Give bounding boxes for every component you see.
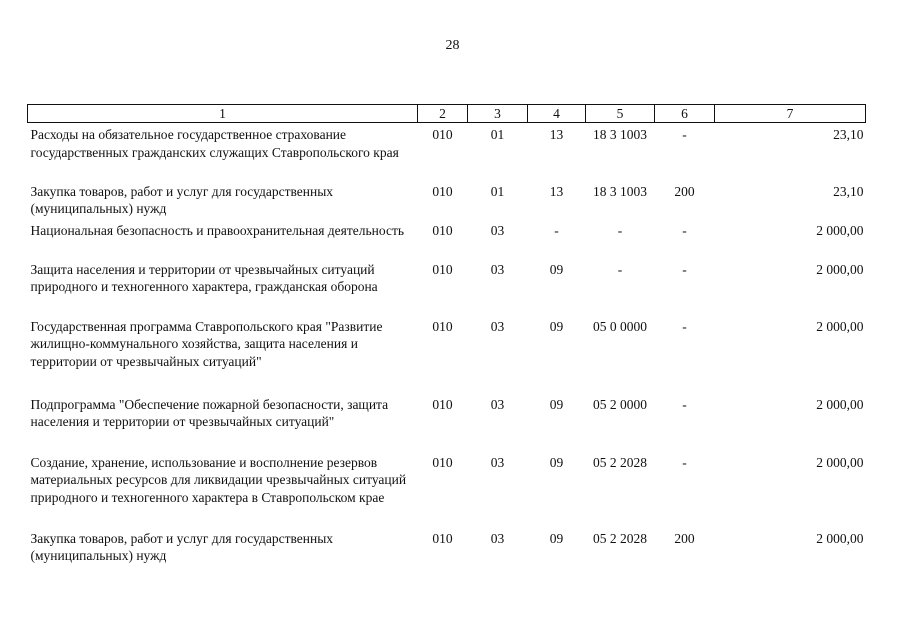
row-sum: 2 000,00 [816,530,864,546]
row-section: 03 [490,530,505,546]
row-target: 05 2 2028 [593,530,647,546]
row-subsection: 09 [549,318,564,334]
row-expense-type: 200 [674,183,695,199]
header-col-4: 4 [528,105,586,123]
row-name: Создание, хранение, использование и восполнение резервов материальных ресурсов для ликвидации чрезвычайных ситуаций природного и техногенного характера в Ставропольском крае [30,454,407,505]
row-ministry-code: 010 [432,530,453,546]
table-row [28,451,866,527]
header-col-7: 7 [715,105,866,123]
row-name: Подпрограмма "Обеспечение пожарной безопасности, защита населения и территории от чрезвычайных ситуаций" [30,396,389,429]
row-ministry-code: 010 [432,261,453,277]
row-ministry-code: 010 [432,127,453,142]
row-expense-type: - [682,222,687,238]
row-section: 03 [490,396,505,412]
header-col-3: 3 [468,105,528,123]
table-row [28,527,866,566]
row-section: 03 [490,454,505,470]
row-section: 01 [490,183,505,199]
row-name: Защита населения и территории от чрезвычайных ситуаций природного и техногенного характера, гражданская оборона [30,261,378,294]
row-target: - [617,222,623,238]
row-expense-type: 200 [674,530,695,546]
table-row [28,180,866,219]
row-name: Закупка товаров, работ и услуг для государственных (муниципальных) нужд [30,530,334,563]
row-target: 18 3 1003 [593,183,647,199]
row-ministry-code: 010 [432,222,453,238]
header-col-1: 1 [28,105,418,123]
row-expense-type: - [682,396,687,412]
row-ministry-code: 010 [432,318,453,334]
row-ministry-code: 010 [432,183,453,199]
row-sum: 2 000,00 [816,396,864,412]
row-expense-type: - [682,318,687,334]
table-row [28,315,866,393]
row-subsection: 09 [549,396,564,412]
row-subsection: 09 [549,261,564,277]
budget-table [27,104,866,566]
table-row [28,219,866,258]
row-sum: 2 000,00 [816,454,864,470]
row-expense-type: - [682,261,687,277]
row-ministry-code: 010 [432,454,453,470]
row-subsection: 09 [549,454,564,470]
row-sum: 23,10 [833,127,864,142]
row-name: Государственная программа Ставропольского края "Развитие жилищно-коммунального хозяйства, защита населения и территории от чрезвычайных ситуаций" [30,318,383,369]
row-section: 03 [490,222,505,238]
row-subsection: - [554,222,559,238]
page-number: 28 [445,38,460,53]
row-name: Расходы на обязательное государственное страхование государственных гражданских служащих Ставропольского края [30,127,399,160]
row-subsection: 09 [549,530,564,546]
row-section: 03 [490,318,505,334]
table-row [28,123,866,180]
table-row [28,393,866,451]
row-ministry-code: 010 [432,396,453,412]
row-sum: 2 000,00 [816,318,864,334]
row-sum: 2 000,00 [816,261,864,277]
table-row [28,258,866,315]
row-section: 01 [490,127,505,142]
row-subsection: 13 [549,127,564,142]
row-sum: 23,10 [833,183,864,199]
header-col-6: 6 [655,105,715,123]
header-row [28,105,866,123]
row-sum: 2 000,00 [816,222,864,238]
row-target: 18 3 1003 [593,127,647,142]
row-expense-type: - [682,127,687,142]
header-col-5: 5 [586,105,655,123]
header-col-2: 2 [418,105,468,123]
row-expense-type: - [682,454,687,470]
row-subsection: 13 [549,183,564,199]
row-target: 05 2 0000 [593,396,647,412]
row-target: 05 2 2028 [593,454,647,470]
row-section: 03 [490,261,505,277]
row-target: - [617,261,623,277]
row-target: 05 0 0000 [593,318,647,334]
row-name: Закупка товаров, работ и услуг для государственных (муниципальных) нужд [30,183,334,216]
row-name: Национальная безопасность и правоохранительная деятельность [30,222,405,238]
